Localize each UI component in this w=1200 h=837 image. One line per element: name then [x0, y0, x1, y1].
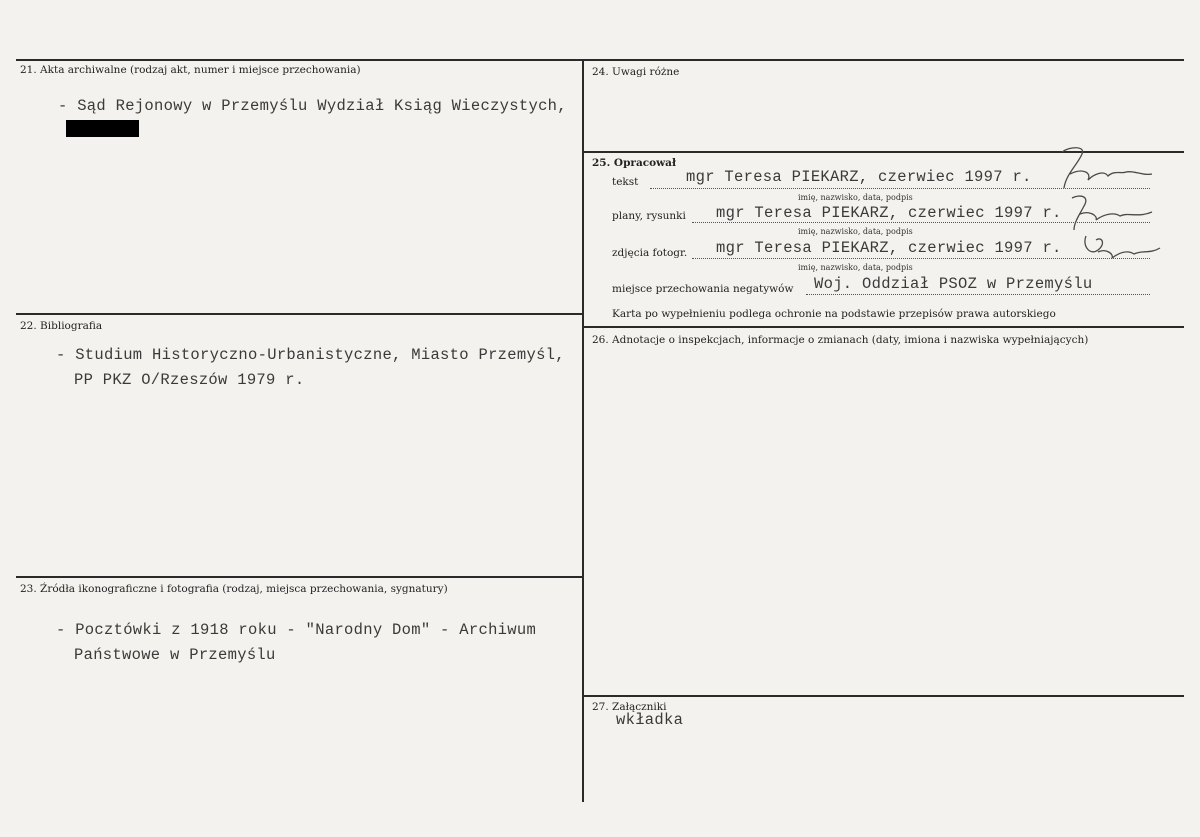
plans-row-caption: imię, nazwisko, data, podpis — [798, 227, 913, 236]
center-divider — [582, 59, 584, 802]
section-21-label: 21. Akta archiwalne (rodzaj akt, numer i miejsce przechowania) — [20, 64, 361, 76]
text-row-author: mgr Teresa PIEKARZ, czerwiec 1997 r. — [686, 168, 1032, 186]
section-22-line2: PP PKZ O/Rzeszów 1979 r. — [74, 371, 305, 389]
negatives-label: miejsce przechowania negatywów — [612, 283, 794, 295]
section-21-text: - Sąd Rejonowy w Przemyślu Wydział Ksiąg Wieczystych, — [58, 97, 567, 115]
rule-26-27 — [584, 695, 1184, 697]
section-22-label: 22. Bibliografia — [20, 320, 103, 332]
photo-row-author: mgr Teresa PIEKARZ, czerwiec 1997 r. — [716, 239, 1062, 257]
section-27-label: 27. Załączniki — [592, 701, 667, 713]
rule-25-26 — [584, 326, 1184, 328]
section-27-value: wkładka — [616, 711, 684, 729]
section-25-label: 25. Opracował — [592, 157, 677, 169]
plans-row-label: plany, rysunki — [612, 210, 686, 222]
negatives-line — [806, 294, 1150, 295]
photo-row-label: zdjęcia fotogr. — [612, 247, 688, 259]
plans-row-author: mgr Teresa PIEKARZ, czerwiec 1997 r. — [716, 204, 1062, 222]
negatives-value: Woj. Oddział PSOZ w Przemyślu — [814, 275, 1093, 293]
section-23-line1: - Pocztówki z 1918 roku - "Narodny Dom" - Archiwum — [56, 621, 537, 639]
text-row-caption: imię, nazwisko, data, podpis — [798, 193, 913, 202]
section-26-label: 26. Adnotacje o inspekcjach, informacje o zmianach (daty, imiona i nazwiska wypełniających) — [592, 334, 1089, 346]
rule-21-22 — [16, 313, 582, 315]
rule-22-23 — [16, 576, 582, 578]
signature-3 — [1076, 226, 1166, 268]
text-row-label: tekst — [612, 176, 639, 188]
section-23-line2: Państwowe w Przemyślu — [74, 646, 276, 664]
signature-1 — [1052, 144, 1162, 196]
photo-row-caption: imię, nazwisko, data, podpis — [798, 263, 913, 272]
copyright-note: Karta po wypełnieniu podlega ochronie na podstawie przepisów prawa autorskiego — [612, 308, 1056, 320]
section-24-label: 24. Uwagi różne — [592, 66, 680, 78]
top-rule — [16, 59, 1184, 61]
section-23-label: 23. Źródła ikonograficzne i fotografia (rodzaj, miejsca przechowania, sygnatury) — [20, 583, 448, 595]
section-22-line1: - Studium Historyczno-Urbanistyczne, Miasto Przemyśl, — [56, 346, 565, 364]
redaction-block — [66, 120, 139, 137]
